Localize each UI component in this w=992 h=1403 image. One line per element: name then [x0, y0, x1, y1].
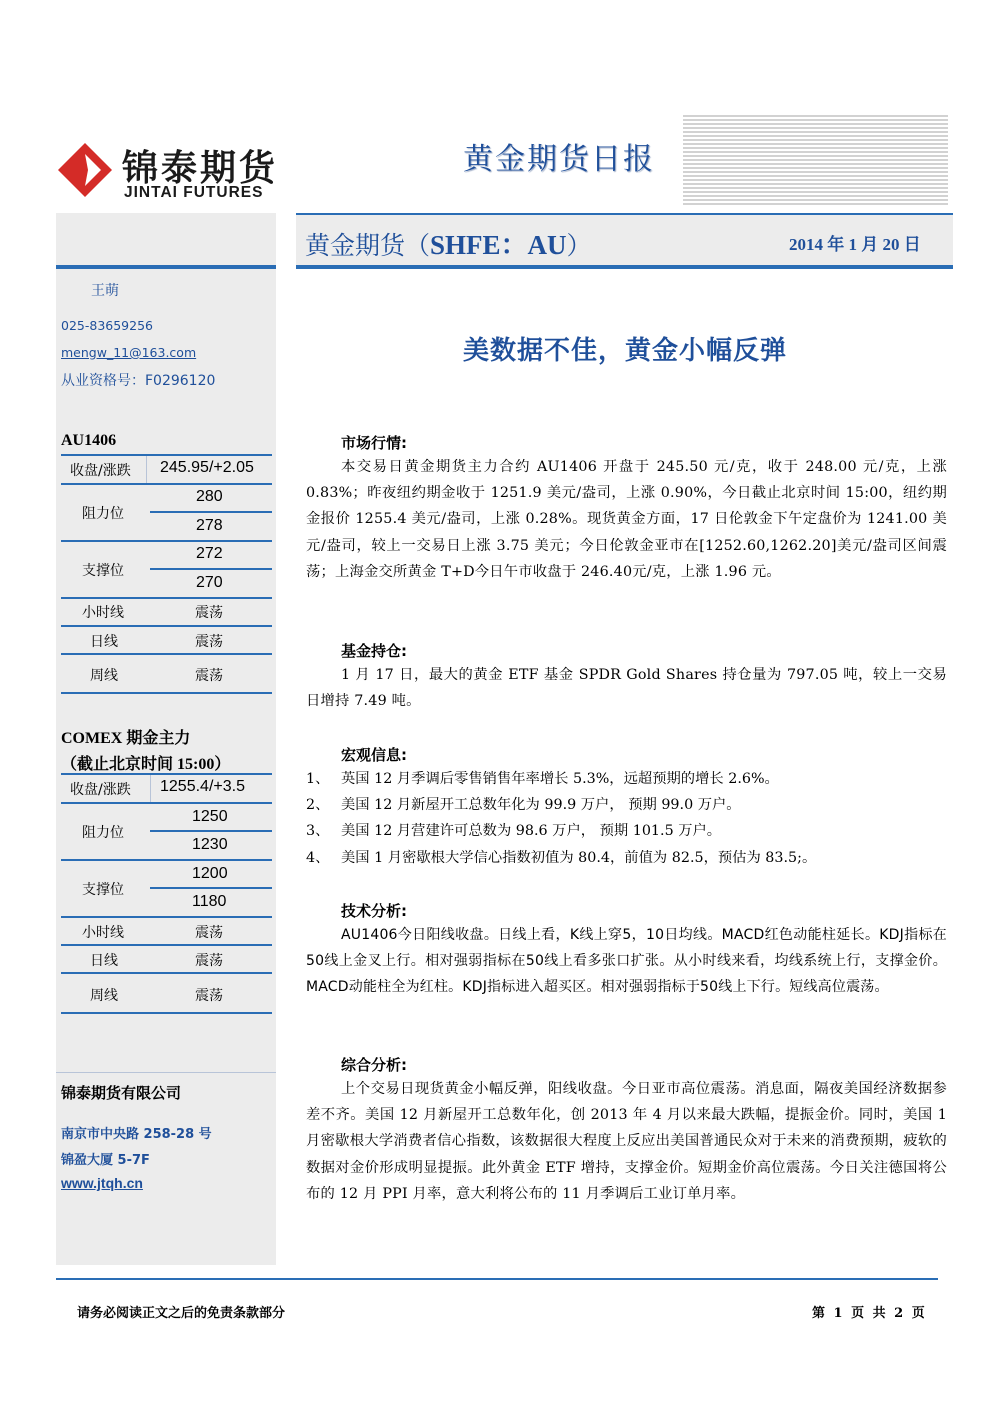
comex-hourly-label: 小时线: [82, 925, 124, 941]
comex-close-label: 收盘/涨跌: [70, 782, 131, 798]
header-stripes: [683, 115, 948, 207]
comex-hourly-value: 震荡: [195, 925, 223, 941]
footer-rule: [56, 1278, 938, 1280]
company-address: 南京市中央路 258-28 号: [61, 1127, 212, 1142]
summary-heading: 综合分析:: [341, 1056, 407, 1074]
macro-list: [306, 766, 947, 871]
headline: 美数据不佳，黄金小幅反弹: [462, 336, 787, 366]
report-date: 2014 年 1 月 20 日: [789, 235, 921, 254]
table-rule: [61, 597, 272, 599]
author-phone: 025-83659256: [61, 318, 153, 333]
logo-mark-icon: [58, 143, 112, 197]
author-license: 从业资格号：F0296120: [61, 373, 216, 389]
table-rule: [61, 773, 272, 775]
table-rule: [61, 1012, 272, 1014]
list-item: 3、 美国 12 月营建许可总数为 98.6 万户， 预期 101.5 万户。: [306, 823, 722, 840]
sidebar-divider: [56, 1072, 276, 1073]
comex-daily-label: 日线: [90, 953, 118, 969]
macro-heading: 宏观信息:: [341, 746, 407, 764]
comex-table-subtitle: （截止北京时间 15:00）: [61, 756, 231, 773]
table-rule: [150, 887, 272, 889]
market-paragraph: 本交易日黄金期货主力合约 AU1406 开盘于 245.50 元/克，收于 248.00 元/克，上涨 0.83%；昨夜纽约期金收于 1251.9 美元/盎司，上涨 0.90%，今日截止北京时间 15:00，纽约期金报价 1255.4 美元/盎司，上涨 0.28%。现货黄金方面，17 日伦敦金下午定盘价为 1241.00 美元/盎司，较上一交易日上涨 3.75 美元；今日伦敦金亚市在[1252.60,1262.20]美元/盎司区间震荡；上海金交所黄金 T+D今日午市收盘于 246.40元/克，上涨 1.96 元。: [306, 459, 947, 580]
au-support-1: 272: [196, 545, 223, 562]
company-building: 锦盈大厦 5-7F: [61, 1153, 150, 1168]
company-website-link[interactable]: www.jtqh.cn: [61, 1175, 143, 1191]
table-rule: [61, 859, 272, 861]
au-weekly-label: 周线: [90, 668, 118, 684]
table-rule: [150, 511, 272, 513]
table-rule: [150, 830, 272, 832]
report-title: 黄金期货日报: [463, 142, 655, 177]
table-rule: [61, 454, 272, 456]
list-item: 2、 美国 12 月新屋开工总数年化为 99.9 万户， 预期 99.0 万户。: [306, 797, 741, 814]
product-label: 黄金期货（SHFE：AU）: [305, 230, 592, 260]
au-daily-label: 日线: [90, 634, 118, 650]
table-rule: [61, 944, 272, 946]
comex-table-title: COMEX 期金主力: [61, 730, 191, 747]
table-rule: [61, 483, 272, 485]
comex-resistance-label: 阻力位: [82, 825, 124, 841]
summary-paragraph: 上个交易日现货黄金小幅反弹，阳线收盘。今日亚市高位震荡。消息面，隔夜美国经济数据参差不齐。美国 12 月新屋开工总数年化，创 2013 年 4 月以来最大跌幅，提振金价。同时，美国 1 月密歇根大学消费者信心指数，该数据很大程度上反应出美国普通民众对于未来的消费预期，疲软的数据对金价形成明显提振。此外黄金 ETF 增持，支撑金价。短期金价高位震荡。今日关注德国将公布的 12 月 PPI 月率，意大利将公布的 11 月季调后工业订单月率。: [306, 1081, 947, 1202]
table-rule: [61, 653, 272, 655]
comex-support-2: 1180: [192, 893, 227, 910]
comex-support-label: 支撑位: [82, 882, 124, 898]
au-resistance-1: 280: [196, 488, 223, 505]
comex-weekly-label: 周线: [90, 988, 118, 1004]
list-item: 1、 英国 12 月季调后零售销售年率增长 5.3%，远超预期的增长 2.6%。: [306, 771, 779, 787]
market-heading: 市场行情:: [341, 434, 407, 452]
table-rule: [61, 972, 272, 974]
au-resistance-label: 阻力位: [82, 506, 124, 522]
table-rule: [61, 540, 272, 542]
table-rule: [61, 916, 272, 918]
table-rule: [61, 692, 272, 694]
au-hourly-value: 震荡: [195, 605, 223, 621]
au-weekly-value: 震荡: [195, 668, 223, 684]
table-divider: [150, 775, 151, 802]
au-daily-value: 震荡: [195, 634, 223, 650]
table-rule: [61, 625, 272, 627]
au-hourly-label: 小时线: [82, 605, 124, 621]
author-email-link[interactable]: mengw_11@163.com: [61, 345, 197, 360]
comex-support-1: 1200: [192, 865, 228, 882]
footer-disclaimer: 请务必阅读正文之后的免责条款部分: [77, 1306, 286, 1321]
title-bar-rule: [296, 213, 953, 215]
sidebar-rule: [56, 265, 276, 269]
logo-subtext: JINTAI FUTURES: [124, 184, 264, 201]
fund-paragraph: 1 月 17 日，最大的黄金 ETF 基金 SPDR Gold Shares 持仓量为 797.05 吨，较上一交易日增持 7.49 吨。: [306, 667, 947, 710]
table-divider: [146, 456, 147, 483]
comex-weekly-value: 震荡: [195, 988, 223, 1004]
company-name: 锦泰期货有限公司: [61, 1084, 182, 1102]
table-rule: [150, 568, 272, 570]
tech-paragraph: AU1406今日阳线收盘。日线上看，K线上穿5，10日均线。MACD红色动能柱延长。KDJ指标在50线上金叉上行。相对强弱指标在50线上看多张口扩张。从小时线来看，均线系统上行，支撑金价。MACD动能柱全为红柱。KDJ指标进入超买区。相对强弱指标于50线上下行。短线高位震荡。: [306, 927, 947, 996]
author-name: 王萌: [91, 283, 119, 299]
fund-heading: 基金持仓:: [341, 642, 407, 660]
comex-resistance-2: 1230: [192, 836, 228, 853]
au-close-value: 245.95/+2.05: [160, 459, 254, 476]
table-rule: [61, 802, 272, 804]
title-bar-rule: [296, 265, 953, 269]
comex-resistance-1: 1250: [192, 808, 228, 825]
au-support-2: 270: [196, 574, 223, 591]
au-resistance-2: 278: [196, 517, 223, 534]
logo-text: 锦泰期货: [122, 148, 279, 189]
au-support-label: 支撑位: [82, 563, 124, 579]
tech-heading: 技术分析:: [341, 902, 407, 920]
list-item: 4、 美国 1 月密歇根大学信心指数初值为 80.4，前值为 82.5，预估为 83.5;。: [306, 849, 817, 866]
au-close-label: 收盘/涨跌: [70, 463, 131, 479]
comex-daily-value: 震荡: [195, 953, 223, 969]
comex-close-value: 1255.4/+3.5: [160, 778, 245, 795]
product-code: SHFE：AU: [430, 230, 567, 260]
au-table-title: AU1406: [61, 432, 117, 449]
page-number: 第 1 页 共 2 页: [812, 1306, 925, 1321]
